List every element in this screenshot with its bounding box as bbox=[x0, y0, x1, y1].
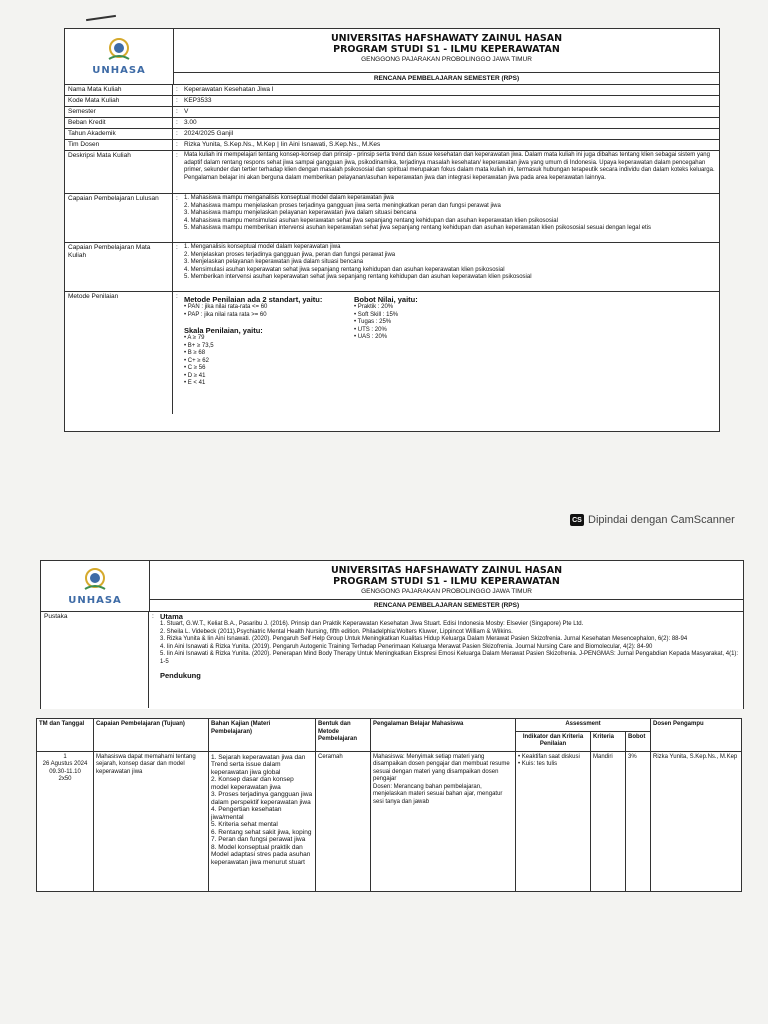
camscanner-icon: CS bbox=[570, 514, 584, 526]
logo bbox=[65, 29, 174, 84]
university-emblem-icon bbox=[80, 567, 110, 593]
cpl-item: 5. Mahasiswa mampu memberikan intervensi asuhan keperawatan sehat jiwa sepanjang rentang kehidupan dan asuhan keperawatan klien psikososial sesuai dengan legal etis bbox=[184, 225, 651, 231]
program-name: PROGRAM STUDI S1 - ILMU KEPERAWATAN bbox=[333, 44, 560, 55]
pustaka-item: 2. Sheila L. Videbeck (2011).Psychiatric Mental Health Nursing, fifth edition. Philadelphia:Wolters Kluwer, Lippincot William & Wilkins. bbox=[160, 628, 513, 635]
weight-item: • Praktik : 20% bbox=[354, 304, 394, 310]
scale-heading: Skala Penilaian, yaitu: bbox=[184, 326, 263, 335]
location: GENGGONG PAJARAKAN PROBOLINGGO JAWA TIMUR bbox=[361, 588, 532, 595]
info-row: Tim Dosen : Rizka Yunita, S.Kep.Ns., M.Kep | Iin Aini Isnawati, S.Kep.Ns., M.Kes bbox=[65, 140, 719, 151]
info-label: Kode Mata Kuliah bbox=[65, 96, 173, 106]
cell-tm: 1 26 Agustus 2024 09.30-11.10 2x50 bbox=[37, 751, 94, 891]
cell-capaian: Mahasiswa dapat memahami tentang sejarah, konsep dasar dan model keperawatan jiwa bbox=[94, 751, 209, 891]
weight-item: • Soft Skill : 15% bbox=[354, 311, 399, 318]
scale-item: • E < 41 bbox=[184, 380, 206, 386]
camscanner-watermark bbox=[570, 514, 735, 526]
cell-bahan: 1. Sejarah keperawatan jiwa dan Trend serta issue dalam keperawatan jiwa global 2. Konsep dasar dan konsep model keperawatan jiwa 3. Proses terjadinya gangguan jiwa dalam perspektif keperawatan jiwa 4. Pengertian kesehatan jiwa/mental 5. Kriteria sehat mental 6. Rentang sehat sakit jiwa, koping 7. Peran dan fungsi perawat jiwa 8. Model konseptual praktik dan Model adaptasi stres pada asuhan keperawatan jiwa menurut stuart bbox=[209, 751, 316, 891]
info-value: KEP3533 bbox=[184, 97, 212, 104]
cpmk-item: 2. Menjelaskan proses terjadinya gangguan jiwa, peran dan fungsi perawat jiwa bbox=[184, 251, 396, 258]
info-value: 2024/2025 Ganjil bbox=[184, 130, 234, 137]
university-name: UNIVERSITAS HAFSHAWATY ZAINUL HASAN bbox=[330, 565, 563, 576]
metode-row: Metode Penilaian : Metode Penilaian ada 2 standart, yaitu: • PAN : jika nilai rata-rata <= 60 • PAP : jika nilai rata rata >= 60 Skala Penilaian, yaitu: • A ≥ 79 • B+ ≥ 73,5 • B ≥ 68 • C+ ≥ 62 • C ≥ 56 • D ≥ 41 • E < 41 Bobot Nilai, yaitu: • Praktik : 20% • Soft Skill : 15% • Tugas : 25% • UTS : 20% • UAS : 20% bbox=[65, 292, 719, 414]
info-label: Tahun Akademik bbox=[65, 129, 173, 139]
cpl-item: 1. Mahasiswa mampu menganalisis konseptual model dalam keperawatan jiwa bbox=[184, 195, 394, 201]
cpl-item: 4. Mahasiswa mampu mensimulasi asuhan keperawatan sehat jiwa sepanjang rentang kehidupan dan asuhan keperawatan klien psikososial bbox=[184, 217, 558, 224]
camscanner-text: Dipindai dengan CamScanner bbox=[588, 514, 735, 526]
info-value: 3.00 bbox=[184, 119, 197, 126]
cpmk-item: 5. Memberikan intervensi asuhan keperawatan sehat jiwa sepanjang rentang kehidupan dan asuhan keperawatan klien psikososial bbox=[184, 274, 532, 280]
pustaka-item: 4. Iin Aini Isnawati & Rizka Yunita. (2019). Pengaruh Autogenic Training Terhadap Penerimaan Keluarga Merawat Pasien Skizofrenia. Journal Nursing Care and Biomolecular, 4(2): 84-90 bbox=[160, 643, 653, 650]
table-row bbox=[37, 751, 742, 891]
cpl-label: Capaian Pembelajaran Lulusan bbox=[65, 194, 173, 242]
weight-item: • Tugas : 25% bbox=[354, 319, 392, 325]
header-titles bbox=[150, 561, 743, 611]
cell-indikator: • Keaktifan saat diskusi • Kuis: tes tulis bbox=[516, 751, 591, 891]
th-dosen: Dosen Pengampu bbox=[651, 719, 742, 752]
cpmk-item: 1. Menganalisis konseptual model dalam keperawatan jiwa bbox=[184, 244, 341, 250]
weight-item: • UTS : 20% bbox=[354, 326, 387, 333]
location: GENGGONG PAJARAKAN PROBOLINGGO JAWA TIMUR bbox=[361, 56, 532, 63]
info-label: Tim Dosen bbox=[65, 140, 173, 150]
th-kriteria: Kriteria bbox=[591, 731, 626, 751]
logo-text: UNHASA bbox=[68, 594, 122, 606]
scale-item: • D ≥ 41 bbox=[184, 372, 206, 379]
pen-mark bbox=[86, 15, 116, 21]
cell-pengalaman: Mahasiswa: Menyimak setiap materi yang disampaikan dosen pengajar dan membuat resume sesuai dengan materi yang disampaikan dosen pengajar Dosen: Merancang bahan pembelajaran, menjelaskan materi sesuai bahan ajar, mengatur sesi tanya dan jawab bbox=[371, 751, 516, 891]
document-header bbox=[65, 29, 719, 85]
metode-label: Metode Penilaian bbox=[65, 292, 173, 414]
cell-bentuk: Ceramah bbox=[316, 751, 371, 891]
info-value: Rizka Yunita, S.Kep.Ns., M.Kep | Iin Aini Isnawati, S.Kep.Ns., M.Kes bbox=[184, 141, 381, 148]
info-label: Semester bbox=[65, 107, 173, 117]
header-titles bbox=[174, 29, 719, 84]
weight-heading: Bobot Nilai, yaitu: bbox=[354, 295, 418, 304]
th-bobot: Bobot bbox=[626, 731, 651, 751]
university-emblem-icon bbox=[104, 37, 134, 63]
scale-item: • B ≥ 68 bbox=[184, 350, 206, 356]
cpl-row: Capaian Pembelajaran Lulusan : 1. Mahasiswa mampu menganalisis konseptual model dalam keperawatan jiwa 2. Mahasiswa mampu menjelaskan proses terjadinya gangguan jiwa serta meningkatkan peran dan fungsi perawat jiwa 3. Mahasiswa mampu menjelaskan pelayanan keperawatan jiwa dalam situasi bencana 4. Mahasiswa mampu mensimulasi asuhan keperawatan sehat jiwa sepanjang rentang kehidupan dan asuhan keperawatan klien psikososial 5. Mahasiswa mampu memberikan intervensi asuhan keperawatan sehat jiwa sepanjang rentang kehidupan dan asuhan keperawatan klien psikososial sesuai dengan legal etis bbox=[65, 194, 719, 243]
logo bbox=[41, 561, 150, 611]
scale-item: • B+ ≥ 73,5 bbox=[184, 342, 214, 349]
th-pengalaman: Pengalaman Belajar Mahasiswa bbox=[371, 719, 516, 752]
scale-item: • C+ ≥ 62 bbox=[184, 357, 209, 364]
info-row: Nama Mata Kuliah : Keperawatan Kesehatan Jiwa I bbox=[65, 85, 719, 96]
logo-text: UNHASA bbox=[92, 65, 146, 76]
pustaka-label: Pustaka bbox=[41, 612, 149, 708]
scale-item: • A ≥ 79 bbox=[184, 335, 205, 341]
th-assessment: Assessment bbox=[516, 719, 651, 732]
schedule-table bbox=[36, 718, 742, 892]
cpmk-list bbox=[184, 244, 716, 290]
cpmk-item: 4. Mensimulasi asuhan keperawatan sehat jiwa sepanjang rentang kehidupan dan asuhan keperawatan klien psikososial bbox=[184, 266, 505, 273]
university-name: UNIVERSITAS HAFSHAWATY ZAINUL HASAN bbox=[330, 33, 563, 44]
cpl-list bbox=[184, 195, 716, 241]
deskripsi-label: Deskripsi Mata Kuliah bbox=[65, 151, 173, 193]
cpmk-item: 3. Menjelaskan pelayanan keperawatan jiwa dalam situasi bencana bbox=[184, 259, 364, 265]
rps-page-1 bbox=[64, 28, 720, 432]
cell-kriteria: Mandiri bbox=[591, 751, 626, 891]
cpl-item: 3. Mahasiswa mampu menjelaskan pelayanan keperawatan jiwa dalam situasi bencana bbox=[184, 210, 417, 216]
pustaka-row: Pustaka : Utama 1. Stuart, G.W.T., Keliat B.A., Pasaribu J. (2016). Prinsip dan Praktik Keperawatan Kesehatan Jiwa Stuart. Edisi Indonesia Mosby: Elsevier (Singapore) Pte Ltd. 2. Sheila L. Videbeck (2011).Psychiatric Mental Health Nursing, fifth edition. Philadelphia:Wolters Kluwer, Lippincot William & Wilkins. 3. Rizka Yunita & Iin Aini Isnawati. (2020). Pengaruh Self Help Group Untuk Meningkatkan Kualitas Hidup Keluarga Dalam Merawat Pasien Skizofrenia. Jurnal Kesehatan Mesencephalon, 6(2): 88-94 4. Iin Aini Isnawati & Rizka Yunita. (2019). Pengaruh Autogenic Training Terhadap Penerimaan Keluarga Merawat Pasien Skizofrenia. Journal Nursing Care and Biomolecular, 4(2): 84-90 5. Iin Aini Isnawati & Rizka Yunita. (2020). Penerapan Mind Body Therapy Untuk Meningkatkan Ekspresi Emosi Keluarga Dalam Merawat Pasien Skizofrenia. J-PENGMAS: Jurnal Pengabdian Kepada Masyarakat, 4(1): 1-5 Pendukung bbox=[41, 612, 743, 708]
standard-item: • PAP : jika nilai rata rata >= 60 bbox=[184, 311, 267, 318]
info-label: Beban Kredit bbox=[65, 118, 173, 128]
standard-item: • PAN : jika nilai rata-rata <= 60 bbox=[184, 304, 268, 310]
pustaka-item: 1. Stuart, G.W.T., Keliat B.A., Pasaribu J. (2016). Prinsip dan Praktik Keperawatan Kesehatan Jiwa Stuart. Edisi Indonesia Mosby: Elsevier (Singapore) Pte Ltd. bbox=[160, 621, 584, 627]
doc-title: RENCANA PEMBELAJARAN SEMESTER (RPS) bbox=[150, 599, 743, 611]
pustaka-item: 3. Rizka Yunita & Iin Aini Isnawati. (2020). Pengaruh Self Help Group Untuk Meningkatkan Kualitas Hidup Keluarga Dalam Merawat Pasien Skizofrenia. Jurnal Kesehatan Mesencephalon, 6(2): 88-94 bbox=[160, 636, 688, 642]
info-value: Keperawatan Kesehatan Jiwa I bbox=[184, 86, 274, 93]
scale-item: • C ≥ 56 bbox=[184, 365, 206, 371]
th-bahan: Bahan Kajian (Materi Pembelajaran) bbox=[209, 719, 316, 752]
th-bentuk: Bentuk dan Metode Pembelajaran bbox=[316, 719, 371, 752]
program-name: PROGRAM STUDI S1 - ILMU KEPERAWATAN bbox=[333, 576, 560, 587]
rps-page-2 bbox=[40, 560, 744, 709]
info-row: Semester : V bbox=[65, 107, 719, 118]
pustaka-utama: Utama bbox=[160, 612, 183, 621]
deskripsi-row: Deskripsi Mata Kuliah : Mata kuliah ini mempelajari tentang konsep-konsep dan prinsip - prinsip serta trend dan issue kesehatan dan keperawatan jiwa. Dalam mata kuliah ini juga dibahas tentang klien sebagai sistem yang adaptif dalam rentang respons sehat jiwa sampai gangguan jiwa, psikodinamika, terjadinya masalah kesehatan/ keperawatan jiwa yang umum di Indonesia. Upaya keperawatan dalam pencegahan primer, sekunder dan tertier terhadap klien dengan masalah psikososial dan spiritual merupakan fokus dalam mata kuliah ini, termasuk hubungan terapeutik secara individu dan dalam koteks keluarga. Pengalaman belajar ini akan berguna dalam memberikan pelayanan/asuhan keperawatan jiwa dan integrasi keperawatan jiwa pada area keperawatan lainnya. bbox=[65, 151, 719, 194]
document-header bbox=[41, 561, 743, 612]
cell-bobot: 3% bbox=[626, 751, 651, 891]
cpmk-row: Capaian Pembelajaran Mata Kuliah : 1. Menganalisis konseptual model dalam keperawatan jiwa 2. Menjelaskan proses terjadinya gangguan jiwa, peran dan fungsi perawat jiwa 3. Menjelaskan pelayanan keperawatan jiwa dalam situasi bencana 4. Mensimulasi asuhan keperawatan sehat jiwa sepanjang rentang kehidupan dan asuhan keperawatan klien psikososial 5. Memberikan intervensi asuhan keperawatan sehat jiwa sepanjang rentang kehidupan dan asuhan keperawatan klien psikososial bbox=[65, 243, 719, 292]
pustaka-item: 5. Iin Aini Isnawati & Rizka Yunita. (2020). Penerapan Mind Body Therapy Untuk Meningkatkan Ekspresi Emosi Keluarga Dalam Merawat Pasien Skizofrenia. J-PENGMAS: Jurnal Pengabdian Kepada Masyarakat, 4(1): 1-5 bbox=[160, 651, 739, 665]
deskripsi-text: Mata kuliah ini mempelajari tentang konsep-konsep dan prinsip - prinsip serta trend dan issue kesehatan dan keperawatan jiwa. Dalam mata kuliah ini juga dibahas tentang klien sebagai sistem yang adaptif dalam rentang respons sehat jiwa sampai gangguan jiwa, psikodinamika, terjadinya masalah kesehatan/ keperawatan jiwa yang umum di Indonesia. Upaya keperawatan dalam pencegahan primer, sekunder dan tertier terhadap klien dengan masalah psikososial dan spiritual merupakan fokus dalam mata kuliah ini, termasuk hubungan terapeutik secara individu dan dalam koteks keluarga. Pengalaman belajar ini akan berguna dalam memberikan pelayanan/asuhan keperawatan jiwa dan integrasi keperawatan jiwa pada area keperawatan lainnya. bbox=[184, 152, 715, 181]
th-tm: TM dan Tanggal bbox=[37, 719, 94, 752]
cpl-item: 2. Mahasiswa mampu menjelaskan proses terjadinya gangguan jiwa serta meningkatkan peran dan fungsi perawat jiwa bbox=[184, 202, 501, 209]
th-indikator: Indikator dan Kriteria Penilaian bbox=[516, 731, 591, 751]
info-label: Nama Mata Kuliah bbox=[65, 85, 173, 95]
cpmk-label: Capaian Pembelajaran Mata Kuliah bbox=[65, 243, 173, 291]
th-capaian: Capaian Pembelajaran (Tujuan) bbox=[94, 719, 209, 752]
info-row: Beban Kredit : 3.00 bbox=[65, 118, 719, 129]
info-row: Tahun Akademik : 2024/2025 Ganjil bbox=[65, 129, 719, 140]
weight-item: • UAS : 20% bbox=[354, 334, 388, 340]
info-row: Kode Mata Kuliah : KEP3533 bbox=[65, 96, 719, 107]
metode-heading: Metode Penilaian ada 2 standart, yaitu: bbox=[184, 295, 323, 304]
info-value: V bbox=[184, 108, 189, 115]
doc-title: RENCANA PEMBELAJARAN SEMESTER (RPS) bbox=[174, 72, 719, 84]
pustaka-pendukung: Pendukung bbox=[160, 671, 201, 680]
cell-dosen: Rizka Yunita, S.Kep.Ns., M.Kep bbox=[651, 751, 742, 891]
